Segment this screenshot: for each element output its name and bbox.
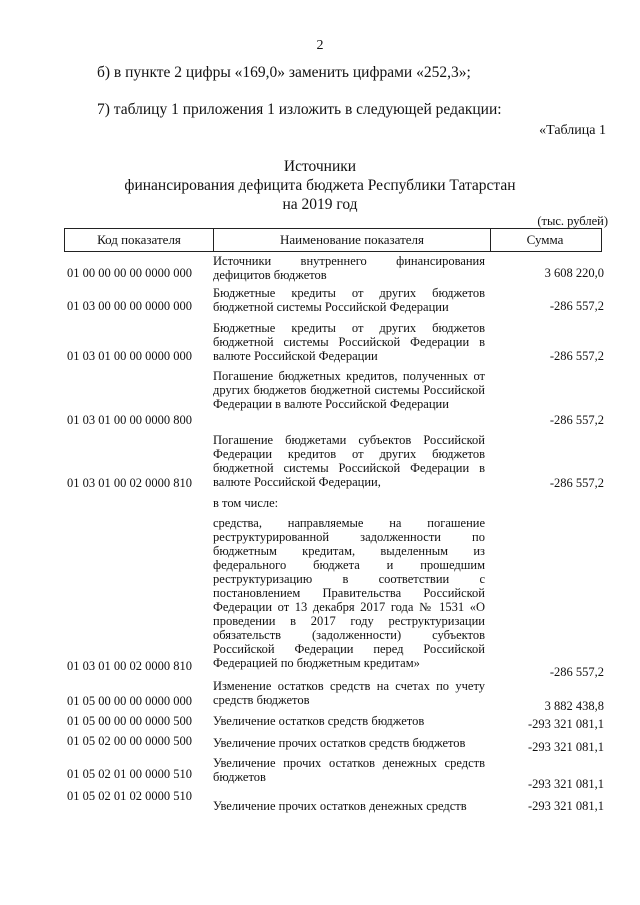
row-code: 01 05 00 00 00 0000 000 — [67, 694, 192, 708]
row-sum: -293 321 081,1 — [527, 799, 604, 813]
table-row — [0, 756, 640, 790]
row-name: Увеличение остатков средств бюджетов — [213, 714, 425, 728]
row-name: Погашение бюджетных кредитов, полученных от других бюджетов бюджетной системы Российской Федерации в валюте Российской Федерации — [213, 369, 485, 411]
table-row — [0, 496, 640, 512]
row-name: Увеличение прочих остатков денежных средств — [213, 799, 467, 813]
row-sum: -293 321 081,1 — [527, 777, 604, 791]
paragraph-b: б) в пункте 2 цифры «169,0» заменить цифрами «252,3»; — [97, 64, 471, 81]
header-name: Наименование показателя — [213, 229, 491, 251]
row-sum: 3 608 220,0 — [544, 266, 604, 280]
table-row — [0, 286, 640, 316]
row-sum: -286 557,2 — [549, 476, 604, 490]
table-title-line-2: финансирования дефицита бюджета Республики Татарстан — [124, 177, 516, 194]
row-name: Бюджетные кредиты от других бюджетов бюджетной системы Российской Федерации в валюте Российской Федерации — [213, 321, 485, 363]
page-number: 2 — [316, 38, 324, 53]
row-sum: -293 321 081,1 — [527, 717, 604, 731]
row-code: 01 03 01 00 00 0000 000 — [67, 349, 192, 363]
row-name: Бюджетные кредиты от других бюджетов бюджетной системы Российской Федерации — [213, 286, 485, 314]
row-name: Изменение остатков средств на счетах по учету средств бюджетов — [213, 679, 485, 707]
table-row — [0, 433, 640, 493]
row-code: 01 03 01 00 02 0000 810 — [67, 476, 192, 490]
row-code: 01 03 00 00 00 0000 000 — [67, 299, 192, 313]
table-title-line-3: на 2019 год — [282, 196, 358, 213]
row-code: 01 05 02 01 00 0000 510 — [67, 767, 192, 781]
row-code: 01 03 01 00 00 0000 800 — [67, 413, 192, 427]
row-name: в том числе: — [213, 496, 279, 510]
row-code: 01 05 02 00 00 0000 500 — [67, 734, 192, 748]
paragraph-7: 7) таблицу 1 приложения 1 изложить в следующей редакции: — [97, 101, 502, 118]
table-row — [0, 679, 640, 713]
header-sum: Сумма — [526, 232, 564, 247]
row-sum: 3 882 438,8 — [544, 699, 604, 713]
units-note: (тыс. рублей) — [537, 214, 608, 228]
row-name: Погашение бюджетами субъектов Российской Федерации кредитов от других бюджетов бюджетной системы Российской Федерации в валюте Российской Федерации, — [213, 433, 485, 489]
row-sum: -293 321 081,1 — [527, 740, 604, 754]
table-row — [0, 369, 640, 429]
row-sum: -286 557,2 — [549, 299, 604, 313]
table-row — [0, 789, 640, 819]
row-sum: -286 557,2 — [549, 665, 604, 679]
table-header — [64, 228, 602, 252]
row-name: Источники внутреннего финансирования дефицитов бюджетов — [213, 254, 485, 282]
row-name: средства, направляемые на погашение реструктурированной задолженности по бюджетным кредитам, выделенным из федерального бюджета и прошедшим реструктуризацию в соответствии с постановлением Правительства Российской Федерации от 13 декабря 2017 года № 1531 «О проведении в 2017 году реструктуризации обязательств (задолженности) субъектов Российской Федерации перед Российской Федерацией по бюджетным кредитам» — [213, 516, 485, 670]
table-row — [0, 516, 640, 678]
header-code: Код показателя — [97, 232, 181, 247]
table-title-line-1: Источники — [283, 158, 357, 175]
table-row — [0, 734, 640, 754]
row-code: 01 03 01 00 02 0000 810 — [67, 659, 192, 673]
table-label: «Таблица 1 — [539, 123, 606, 138]
row-code: 01 00 00 00 00 0000 000 — [67, 266, 192, 280]
table-row — [0, 714, 640, 730]
table-row — [0, 321, 640, 365]
row-code: 01 05 02 01 02 0000 510 — [67, 789, 192, 803]
table-row — [0, 254, 640, 284]
row-name: Увеличение прочих остатков средств бюджетов — [213, 736, 466, 750]
row-name: Увеличение прочих остатков денежных средств бюджетов — [213, 756, 485, 784]
row-sum: -286 557,2 — [549, 413, 604, 427]
row-code: 01 05 00 00 00 0000 500 — [67, 714, 192, 728]
row-sum: -286 557,2 — [549, 349, 604, 363]
